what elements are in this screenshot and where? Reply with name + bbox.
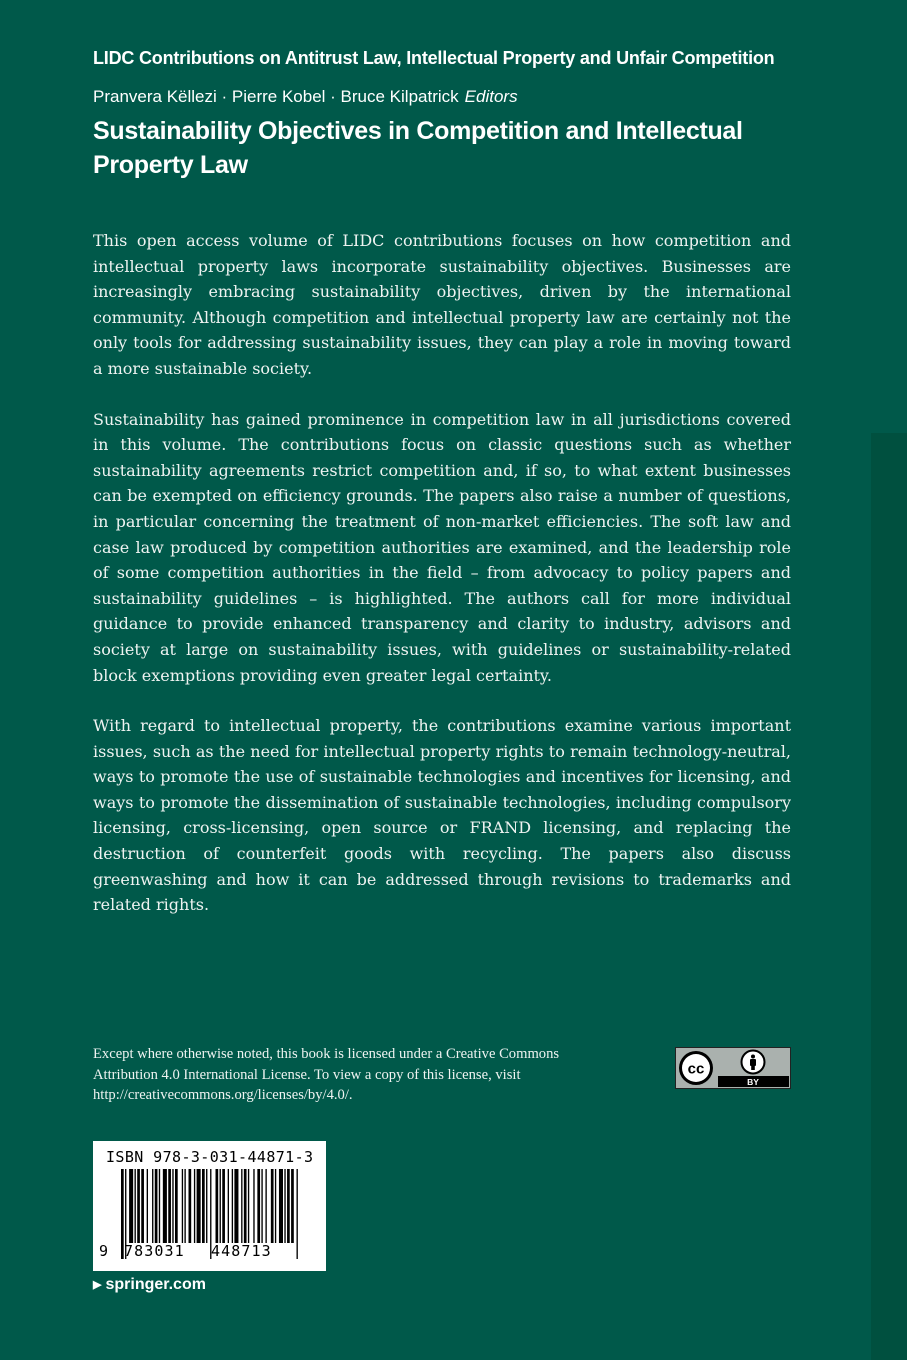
barcode-bar: [129, 1169, 133, 1243]
license-notice: Except where otherwise noted, this book is licensed under a Creative Commons Attribution 4.0 International License. To view a copy of this license, visit http://creativecommons.org/licenses/by/4.0/.: [93, 1046, 560, 1104]
barcode-digits-left: 783031: [124, 1242, 185, 1260]
editor-names: Pranvera Këllezi · Pierre Kobel · Bruce Kilpatrick: [93, 87, 459, 106]
barcode-bar: [284, 1169, 285, 1243]
barcode-bar: [152, 1169, 153, 1243]
barcode-bar: [135, 1169, 136, 1243]
cc-by-badge: [675, 1047, 791, 1089]
barcode-bar: [248, 1169, 249, 1243]
barcode-bar: [159, 1169, 160, 1243]
barcode-bar: [155, 1169, 158, 1243]
barcode-digits-right: 448713: [211, 1242, 272, 1260]
barcode-bar: [197, 1169, 201, 1243]
editors-line: [93, 87, 853, 107]
barcode-bar: [141, 1169, 144, 1243]
barcode-bar: [241, 1169, 242, 1243]
blurb-paragraph: Sustainability has gained prominence in competition law in all jurisdictions covered in this volume. The contributions focus on classic questions such as whether sustainability agreements restrict competition and, if so, to what extent businesses can be exempted on efficiency grounds. The papers also raise a number of questions, in particular concerning the treatment of non-market efficiencies. The soft law and case law produced by competition authorities are examined, and the leadership role of some competition authorities in the field – from advocacy to policy papers and sustainability guidelines – is highlighted. The authors call for more individual guidance to provide enhanced transparency and clarity to industry, advisors and society at large on sustainability issues, with guidelines or sustainability-related block exemptions providing even greater legal certainty.: [93, 409, 791, 685]
barcode-bar: [287, 1169, 290, 1243]
barcode-bar: [172, 1169, 173, 1243]
barcode-bar: [216, 1169, 219, 1243]
barcode-bar: [234, 1169, 238, 1243]
book-title: Sustainability Objectives in Competition and Intellectual Property Law: [93, 117, 743, 179]
website-label: springer.com: [105, 1276, 206, 1293]
barcode-bar: [232, 1169, 233, 1243]
barcode-bar: [137, 1169, 140, 1243]
series-title: LIDC Contributions on Antitrust Law, Intellectual Property and Unfair Competition: [93, 48, 775, 68]
isbn-text: ISBN 978-3-031-44871-3: [106, 1148, 314, 1166]
blurb-paragraph: With regard to intellectual property, the contributions examine various important issues, such as the need for intellectual property rights to remain technology-neutral, ways to promote the use of sustainable technologies and incentives for licensing, and ways to promote the dissemination of sustainable technologies, including compulsory licensing, cross-licensing, open source or FRAND licensing, and replacing the destruction of counterfeit goods with recycling. The papers also discuss greenwashing and how it can be addressed through revisions to trademarks and related rights.: [93, 716, 791, 915]
cc-by-label: BY: [747, 1077, 759, 1087]
barcode-bar: [168, 1169, 171, 1243]
barcode-bar: [257, 1169, 260, 1243]
editors-role: Editors: [464, 87, 518, 106]
barcode-bar: [275, 1169, 276, 1243]
barcode-bar: [206, 1169, 207, 1243]
svg-text:cc: cc: [687, 1060, 705, 1078]
barcode-bar: [297, 1169, 298, 1259]
website-link[interactable]: [93, 1276, 206, 1294]
barcode-bar: [220, 1169, 221, 1243]
barcode-bar: [202, 1169, 205, 1243]
barcode-bar: [189, 1169, 192, 1243]
barcode-bar: [253, 1169, 254, 1243]
barcode-bar: [163, 1169, 167, 1243]
blurb-paragraph: This open access volume of LIDC contributions focuses on how competition and intellectual property laws incorporate sustainability objectives. Businesses are increasingly embracing sustainability objectives, driven by the international community. Although competition and intellectual property law are certainly not the only tools for addressing sustainability issues, they can play a role in moving toward a more sustainable society.: [93, 231, 791, 378]
arrow-right-icon: ▶: [93, 1279, 102, 1291]
barcode-bar: [222, 1169, 225, 1243]
barcode-bar: [244, 1169, 247, 1243]
barcode-bar: [291, 1169, 294, 1243]
barcode-bar: [265, 1169, 266, 1243]
spine-strip: [871, 433, 907, 1360]
cc-by-icon: [676, 1048, 790, 1088]
barcode-bar: [184, 1169, 185, 1243]
barcode-bar: [147, 1169, 148, 1243]
barcode-bar: [279, 1169, 283, 1243]
isbn-barcode: [93, 1141, 326, 1271]
barcode-bar: [228, 1169, 229, 1243]
blurb: [93, 228, 791, 943]
barcode-digit-first: 9: [99, 1242, 109, 1260]
barcode-bar: [194, 1169, 195, 1243]
barcode-bar: [271, 1169, 274, 1243]
barcode-bar: [175, 1169, 178, 1243]
barcode-bar: [182, 1169, 183, 1243]
barcode-bar: [261, 1169, 262, 1243]
